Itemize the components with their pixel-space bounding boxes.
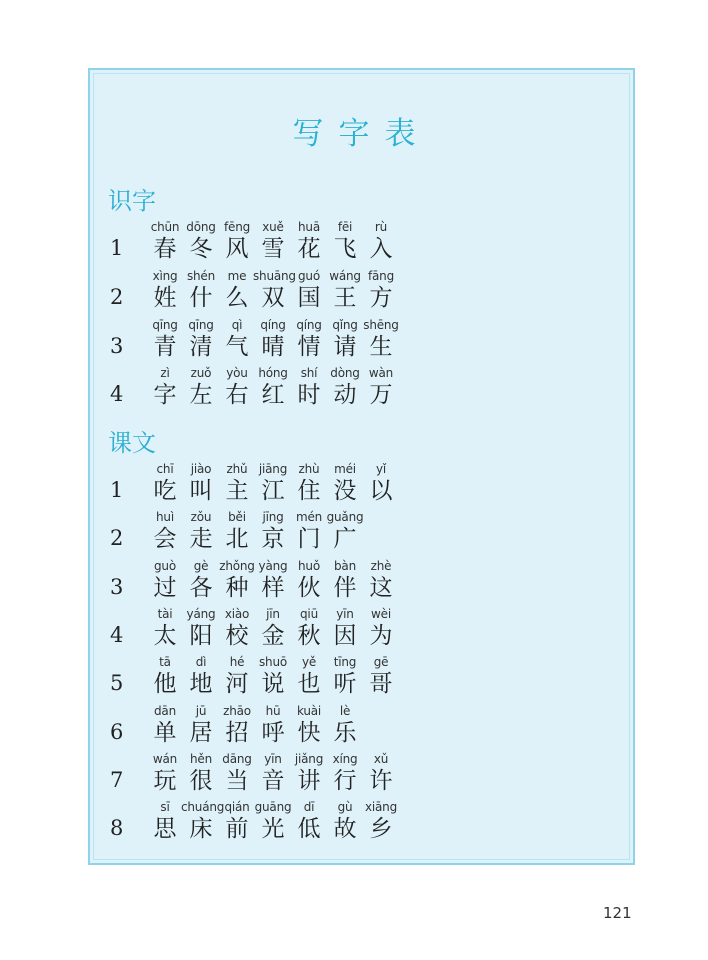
row-number: 7: [110, 768, 124, 792]
pinyin: hóng: [258, 366, 288, 380]
character-entry: [145, 461, 185, 507]
pinyin: me: [227, 269, 247, 283]
character-entry: [289, 461, 329, 507]
row-number: 3: [110, 334, 124, 358]
character-entry: [145, 558, 185, 604]
pinyin: xìng: [152, 269, 178, 283]
pinyin: zhè: [370, 559, 392, 573]
character-entry: [253, 558, 293, 604]
character-entry: [145, 509, 185, 555]
hanzi: 许: [369, 768, 393, 794]
character-entry: [325, 703, 365, 749]
pinyin: jiào: [190, 462, 212, 476]
character-entry: [361, 751, 401, 797]
pinyin: zhāo: [223, 704, 251, 718]
hanzi: 晴: [261, 334, 285, 360]
character-entry: [253, 654, 293, 700]
pinyin: qiū: [300, 607, 318, 621]
hanzi: 请: [333, 334, 357, 360]
character-entry: [181, 509, 221, 555]
pinyin: guǎng: [326, 510, 364, 524]
character-entry: [325, 219, 365, 265]
pinyin: chuáng: [181, 800, 225, 814]
hanzi: 地: [189, 671, 213, 697]
hanzi: 江: [261, 478, 285, 504]
character-entry: [289, 703, 329, 749]
pinyin: yǐ: [375, 462, 387, 476]
pinyin: fēng: [223, 220, 251, 234]
hanzi: 校: [225, 623, 249, 649]
pinyin: jīn: [266, 607, 280, 621]
character-entry: [181, 654, 221, 700]
pinyin: dī: [303, 800, 315, 814]
hanzi: 居: [189, 720, 213, 746]
character-entry: [289, 268, 329, 314]
hanzi: 国: [297, 285, 321, 311]
character-entry: [145, 606, 185, 652]
hanzi: 秋: [297, 623, 321, 649]
hanzi: 主: [225, 478, 249, 504]
hanzi: 飞: [333, 236, 357, 262]
pinyin: méi: [334, 462, 356, 476]
pinyin: yòu: [226, 366, 248, 380]
character-entry: [253, 606, 293, 652]
row-number: 5: [110, 671, 124, 695]
character-entry: [253, 799, 293, 845]
hanzi: 讲: [297, 768, 321, 794]
character-entry: [361, 317, 401, 363]
hanzi: 什: [189, 285, 213, 311]
character-entry: [325, 606, 365, 652]
hanzi: 很: [189, 768, 213, 794]
pinyin: xiào: [224, 607, 250, 621]
pinyin: gè: [193, 559, 209, 573]
hanzi: 吃: [153, 478, 177, 504]
hanzi: 动: [333, 382, 357, 408]
hanzi: 会: [153, 526, 177, 552]
pinyin: bàn: [334, 559, 356, 573]
character-entry: [253, 365, 293, 411]
pinyin: xǔ: [373, 752, 389, 766]
character-entry: [289, 365, 329, 411]
pinyin: yě: [301, 655, 317, 669]
hanzi: 红: [261, 382, 285, 408]
hanzi: 哥: [369, 671, 393, 697]
hanzi: 听: [333, 671, 357, 697]
pinyin: shí: [300, 366, 318, 380]
hanzi: 金: [261, 623, 285, 649]
hanzi: 种: [225, 575, 249, 601]
character-row: [0, 558, 708, 604]
pinyin: yīn: [264, 752, 282, 766]
hanzi: 姓: [153, 285, 177, 311]
pinyin: fāng: [367, 269, 394, 283]
hanzi: 阳: [189, 623, 213, 649]
hanzi: 京: [261, 526, 285, 552]
character-entry: [145, 799, 185, 845]
pinyin: qì: [231, 318, 243, 332]
hanzi: 春: [153, 236, 177, 262]
pinyin: tā: [159, 655, 171, 669]
character-entry: [217, 703, 257, 749]
pinyin: jiǎng: [294, 752, 324, 766]
hanzi: 么: [225, 285, 249, 311]
hanzi: 冬: [189, 236, 213, 262]
row-number: 4: [110, 382, 124, 406]
pinyin: lè: [339, 704, 351, 718]
character-entry: [361, 654, 401, 700]
pinyin: zì: [160, 366, 170, 380]
pinyin: mén: [295, 510, 323, 524]
character-entry: [289, 751, 329, 797]
character-entry: [325, 558, 365, 604]
hanzi: 字: [153, 382, 177, 408]
hanzi: 低: [297, 816, 321, 842]
character-entry: [253, 317, 293, 363]
hanzi: 因: [333, 623, 357, 649]
character-row: [0, 654, 708, 700]
character-row: [0, 365, 708, 411]
character-entry: [253, 509, 293, 555]
pinyin: wàn: [368, 366, 394, 380]
character-entry: [217, 219, 257, 265]
pinyin: xíng: [332, 752, 358, 766]
pinyin: xiāng: [364, 800, 397, 814]
character-row: [0, 606, 708, 652]
hanzi: 双: [261, 285, 285, 311]
hanzi: 玩: [153, 768, 177, 794]
character-row: [0, 219, 708, 265]
hanzi: 思: [153, 816, 177, 842]
hanzi: 叫: [189, 478, 213, 504]
hanzi: 以: [369, 478, 393, 504]
pinyin: guó: [298, 269, 320, 283]
hanzi: 走: [189, 526, 213, 552]
hanzi: 方: [369, 285, 393, 311]
hanzi: 河: [225, 671, 249, 697]
hanzi: 没: [333, 478, 357, 504]
pinyin: tài: [157, 607, 173, 621]
hanzi: 各: [189, 575, 213, 601]
character-entry: [217, 751, 257, 797]
pinyin: yīn: [336, 607, 354, 621]
character-entry: [145, 703, 185, 749]
character-entry: [181, 703, 221, 749]
hanzi: 过: [153, 575, 177, 601]
character-entry: [253, 703, 293, 749]
pinyin: shēng: [363, 318, 399, 332]
pinyin: huì: [156, 510, 174, 524]
character-entry: [361, 268, 401, 314]
pinyin: tīng: [333, 655, 357, 669]
pinyin: qǐng: [332, 318, 358, 332]
pinyin: rù: [374, 220, 388, 234]
hanzi: 光: [261, 816, 285, 842]
pinyin: chī: [156, 462, 174, 476]
pinyin: běi: [228, 510, 246, 524]
hanzi: 生: [369, 334, 393, 360]
pinyin: hěn: [190, 752, 212, 766]
pinyin: wèi: [371, 607, 391, 621]
pinyin: jū: [195, 704, 207, 718]
character-entry: [145, 751, 185, 797]
hanzi: 乡: [369, 816, 393, 842]
row-number: 6: [110, 720, 124, 744]
pinyin: shuō: [258, 655, 287, 669]
pinyin: dōng: [186, 220, 216, 234]
section-heading: 识字: [108, 187, 156, 215]
row-number: 2: [110, 526, 124, 550]
character-entry: [361, 461, 401, 507]
character-entry: [217, 799, 257, 845]
pinyin: dì: [195, 655, 207, 669]
hanzi: 当: [225, 768, 249, 794]
section-heading: 课文: [108, 429, 156, 457]
character-row: [0, 751, 708, 797]
character-entry: [361, 219, 401, 265]
character-row: [0, 317, 708, 363]
character-entry: [289, 799, 329, 845]
row-number: 1: [110, 236, 124, 260]
hanzi: 左: [189, 382, 213, 408]
character-entry: [289, 558, 329, 604]
character-entry: [325, 365, 365, 411]
character-entry: [181, 799, 225, 845]
hanzi: 故: [333, 816, 357, 842]
character-entry: [181, 365, 221, 411]
pinyin: zhù: [298, 462, 320, 476]
hanzi: 快: [297, 720, 321, 746]
character-entry: [181, 268, 221, 314]
hanzi: 风: [225, 236, 249, 262]
pinyin: wáng: [329, 269, 361, 283]
pinyin: gù: [337, 800, 353, 814]
hanzi: 为: [369, 623, 393, 649]
hanzi: 广: [333, 526, 357, 552]
character-entry: [181, 219, 221, 265]
pinyin: qīng: [188, 318, 214, 332]
character-entry: [361, 606, 401, 652]
character-entry: [325, 799, 365, 845]
hanzi: 床: [189, 816, 213, 842]
hanzi: 呼: [261, 720, 285, 746]
character-entry: [325, 268, 365, 314]
hanzi: 花: [297, 236, 321, 262]
hanzi: 也: [297, 671, 321, 697]
hanzi: 门: [297, 526, 321, 552]
row-number: 3: [110, 575, 124, 599]
pinyin: qíng: [260, 318, 286, 332]
pinyin: shén: [186, 269, 216, 283]
pinyin: sī: [160, 800, 170, 814]
character-entry: [217, 365, 257, 411]
hanzi: 雪: [261, 236, 285, 262]
character-row: [0, 509, 708, 555]
character-row: [0, 461, 708, 507]
pinyin: dòng: [330, 366, 360, 380]
pinyin: zhǔ: [226, 462, 248, 476]
hanzi: 前: [225, 816, 249, 842]
character-row: [0, 799, 708, 845]
pinyin: huǒ: [298, 559, 320, 573]
pinyin: guò: [154, 559, 176, 573]
character-entry: [289, 509, 329, 555]
pinyin: qīng: [152, 318, 178, 332]
page-title: 写字表: [292, 116, 431, 152]
hanzi: 说: [261, 671, 285, 697]
pinyin: zǒu: [190, 510, 212, 524]
character-entry: [361, 558, 401, 604]
character-entry: [217, 606, 257, 652]
character-entry: [253, 461, 293, 507]
hanzi: 青: [153, 334, 177, 360]
hanzi: 这: [369, 575, 393, 601]
pinyin: gē: [373, 655, 389, 669]
pinyin: jīng: [262, 510, 284, 524]
pinyin: hū: [265, 704, 281, 718]
pinyin: dāng: [222, 752, 252, 766]
hanzi: 万: [369, 382, 393, 408]
row-number: 8: [110, 816, 124, 840]
hanzi: 王: [333, 285, 357, 311]
pinyin: zhǒng: [219, 559, 255, 573]
hanzi: 气: [225, 334, 249, 360]
character-entry: [253, 751, 293, 797]
pinyin: xuě: [262, 220, 284, 234]
character-entry: [145, 654, 185, 700]
pinyin: shuāng: [253, 269, 296, 283]
pinyin: dān: [154, 704, 176, 718]
pinyin: huā: [298, 220, 320, 234]
hanzi: 北: [225, 526, 249, 552]
character-entry: [181, 317, 221, 363]
pinyin: guāng: [254, 800, 292, 814]
character-entry: [325, 654, 365, 700]
page-number: 121: [603, 904, 632, 922]
hanzi: 右: [225, 382, 249, 408]
hanzi: 行: [333, 768, 357, 794]
hanzi: 样: [261, 575, 285, 601]
pinyin: hé: [229, 655, 245, 669]
character-entry: [253, 268, 296, 314]
hanzi: 招: [225, 720, 249, 746]
pinyin: wán: [152, 752, 178, 766]
hanzi: 音: [261, 768, 285, 794]
row-number: 1: [110, 478, 124, 502]
pinyin: zuǒ: [190, 366, 212, 380]
character-entry: [361, 799, 401, 845]
character-entry: [145, 219, 185, 265]
row-number: 4: [110, 623, 124, 647]
character-entry: [145, 365, 185, 411]
hanzi: 太: [153, 623, 177, 649]
hanzi: 乐: [333, 720, 357, 746]
character-entry: [289, 606, 329, 652]
character-entry: [325, 317, 365, 363]
character-entry: [217, 317, 257, 363]
character-entry: [253, 219, 293, 265]
pinyin: chūn: [150, 220, 180, 234]
character-entry: [145, 268, 185, 314]
pinyin: yàng: [258, 559, 288, 573]
hanzi: 他: [153, 671, 177, 697]
character-entry: [325, 751, 365, 797]
hanzi: 入: [369, 236, 393, 262]
character-entry: [217, 558, 257, 604]
hanzi: 清: [189, 334, 213, 360]
hanzi: 住: [297, 478, 321, 504]
hanzi: 单: [153, 720, 177, 746]
character-entry: [181, 606, 221, 652]
character-entry: [217, 509, 257, 555]
character-entry: [361, 365, 401, 411]
row-number: 2: [110, 285, 124, 309]
hanzi: 伴: [333, 575, 357, 601]
character-entry: [181, 558, 221, 604]
character-entry: [181, 751, 221, 797]
character-row: [0, 268, 708, 314]
character-row: [0, 703, 708, 749]
character-entry: [217, 654, 257, 700]
pinyin: qián: [224, 800, 250, 814]
hanzi: 情: [297, 334, 321, 360]
pinyin: kuài: [296, 704, 322, 718]
character-entry: [217, 461, 257, 507]
pinyin: fēi: [337, 220, 353, 234]
character-entry: [145, 317, 185, 363]
character-entry: [325, 509, 365, 555]
hanzi: 时: [297, 382, 321, 408]
pinyin: qíng: [296, 318, 322, 332]
pinyin: jiāng: [258, 462, 288, 476]
hanzi: 伙: [297, 575, 321, 601]
pinyin: yáng: [186, 607, 216, 621]
character-entry: [325, 461, 365, 507]
character-entry: [289, 317, 329, 363]
character-entry: [289, 219, 329, 265]
character-entry: [289, 654, 329, 700]
character-entry: [181, 461, 221, 507]
character-entry: [217, 268, 257, 314]
